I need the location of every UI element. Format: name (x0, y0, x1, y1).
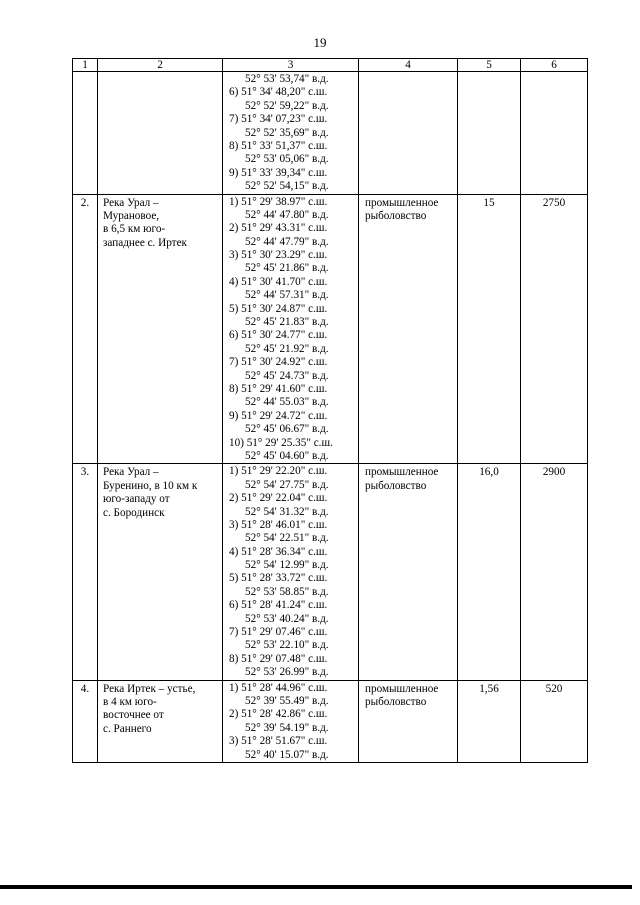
purpose-cell (359, 194, 458, 464)
coordinate-longitude: 52° 45' 21.92" в.д. (245, 342, 329, 355)
coordinate-latitude: 2) 51° 29' 43.31" с.ш. (229, 222, 328, 235)
coordinate-latitude: 8) 51° 29' 07.48" с.ш. (229, 652, 328, 665)
purpose-line: рыболовство (365, 479, 427, 492)
coordinate-latitude: 6) 51° 34' 48,20" с.ш. (229, 86, 328, 99)
site-name-line: Река Урал – (103, 196, 159, 209)
coordinate-latitude: 9) 51° 29' 24.72" с.ш. (229, 409, 328, 422)
coordinate-longitude: 52° 52' 59,22" в.д. (245, 99, 329, 112)
purpose-cell (359, 72, 458, 195)
coordinate-latitude: 5) 51° 30' 24.87" с.ш. (229, 302, 328, 315)
coordinate-latitude: 6) 51° 30' 24.77" с.ш. (229, 329, 328, 342)
coordinate-longitude: 52° 44' 47.80" в.д. (245, 208, 329, 221)
coordinate-latitude: 1) 51° 28' 44.96" с.ш. (229, 681, 328, 694)
coordinates-cell (223, 680, 359, 762)
purpose-line: рыболовство (365, 695, 427, 708)
coordinate-longitude: 52° 45' 24.73" в.д. (245, 369, 329, 382)
coordinate-latitude: 2) 51° 28' 42.86" с.ш. (229, 708, 328, 721)
coordinates-cell (223, 464, 359, 680)
coordinate-latitude: 7) 51° 29' 07.46" с.ш. (229, 626, 328, 639)
coordinate-latitude: 2) 51° 29' 22.04" с.ш. (229, 492, 328, 505)
coordinate-longitude: 52° 44' 57.31" в.д. (245, 289, 329, 302)
row-number (73, 72, 98, 195)
area-value: 16,0 (458, 464, 521, 680)
area-value (458, 72, 521, 195)
purpose-cell (359, 680, 458, 762)
coordinate-latitude: 6) 51° 28' 41.24" с.ш. (229, 599, 328, 612)
coordinate-longitude: 52° 45' 06.67" в.д. (245, 423, 329, 436)
coordinate-longitude: 52° 44' 55.03" в.д. (245, 396, 329, 409)
coordinate-longitude: 52° 39' 54.19" в.д. (245, 721, 329, 734)
site-name-line: юго-западу от (103, 493, 170, 506)
site-name-line: в 4 км юго- (103, 695, 157, 708)
coordinate-longitude: 52° 52' 54,15" в.д. (245, 180, 329, 193)
coordinate-longitude: 52° 45' 21.83" в.д. (245, 316, 329, 329)
site-name-line: восточнее от (103, 709, 164, 722)
coordinate-longitude: 52° 53' 05,06" в.д. (245, 153, 329, 166)
header-col-6: 6 (521, 59, 588, 72)
page-number: 19 (313, 35, 327, 50)
coordinate-longitude: 52° 53' 26.99" в.д. (245, 666, 329, 679)
coordinate-longitude: 52° 45' 04.60" в.д. (245, 449, 329, 462)
coordinate-latitude: 5) 51° 28' 33.72" с.ш. (229, 572, 328, 585)
coordinate-longitude: 52° 45' 21.86" в.д. (245, 262, 329, 275)
table-row (73, 464, 588, 680)
site-name-line: Мурановое, (103, 209, 160, 222)
site-name-line: Река Иртек – устье, (103, 682, 196, 695)
site-name-line: с. Бородинск (103, 506, 165, 519)
purpose-line: промышленное (365, 196, 439, 209)
header-col-2: 2 (98, 59, 223, 72)
bottom-rule (0, 885, 632, 889)
coordinate-longitude: 52° 54' 22.51" в.д. (245, 532, 329, 545)
coordinate-latitude: 1) 51° 29' 22.20" с.ш. (229, 465, 328, 478)
table-row (73, 194, 588, 464)
coordinate-longitude: 52° 53' 58.85" в.д. (245, 585, 329, 598)
coordinates-cell (223, 72, 359, 195)
site-name-cell (98, 464, 223, 680)
volume-value: 2750 (521, 194, 588, 464)
coordinate-longitude: 52° 52' 35,69" в.д. (245, 126, 329, 139)
purpose-line: промышленное (365, 466, 439, 479)
coordinate-longitude: 52° 53' 53,74" в.д. (245, 73, 329, 85)
header-col-1: 1 (73, 59, 98, 72)
purpose-line: промышленное (365, 682, 439, 695)
area-value: 15 (458, 194, 521, 464)
site-name-cell (98, 194, 223, 464)
row-number: 2. (73, 194, 98, 464)
coordinate-longitude: 52° 39' 55.49" в.д. (245, 694, 329, 707)
table-row (73, 680, 588, 762)
site-name-line: с. Раннего (103, 722, 152, 735)
volume-value: 2900 (521, 464, 588, 680)
row-number: 3. (73, 464, 98, 680)
coordinate-latitude: 9) 51° 33' 39,34" с.ш. (229, 166, 328, 179)
site-name-line: в 6,5 км юго- (103, 223, 166, 236)
header-col-3: 3 (223, 59, 359, 72)
coordinate-latitude: 10) 51° 29' 25.35" с.ш. (229, 436, 333, 449)
coordinate-longitude: 52° 54' 27.75" в.д. (245, 478, 329, 491)
coordinate-latitude: 7) 51° 30' 24.92" с.ш. (229, 356, 328, 369)
row-number: 4. (73, 680, 98, 762)
coordinate-latitude: 8) 51° 33' 51,37" с.ш. (229, 139, 328, 152)
coordinate-longitude: 52° 53' 22.10" в.д. (245, 639, 329, 652)
coordinate-longitude: 52° 44' 47.79" в.д. (245, 235, 329, 248)
coordinate-latitude: 3) 51° 30' 23.29" с.ш. (229, 249, 328, 262)
site-name-line: Буренино, в 10 км к (103, 479, 198, 492)
area-value: 1,56 (458, 680, 521, 762)
volume-value: 520 (521, 680, 588, 762)
site-name-cell (98, 680, 223, 762)
table-body (73, 72, 588, 763)
table-row (73, 72, 588, 195)
fishing-sites-table (72, 58, 588, 763)
coordinate-latitude: 4) 51° 28' 36.34" с.ш. (229, 545, 328, 558)
coordinates-cell (223, 194, 359, 464)
volume-value (521, 72, 588, 195)
coordinate-latitude: 4) 51° 30' 41.70" с.ш. (229, 275, 328, 288)
purpose-line: рыболовство (365, 209, 427, 222)
coordinate-latitude: 1) 51° 29' 38.97" с.ш. (229, 195, 328, 208)
table-header-row (73, 59, 588, 72)
coordinate-longitude: 52° 54' 31.32" в.д. (245, 505, 329, 518)
coordinate-latitude: 3) 51° 28' 51.67" с.ш. (229, 735, 328, 748)
site-name-line: западнее с. Иртек (103, 236, 187, 249)
coordinate-latitude: 7) 51° 34' 07,23" с.ш. (229, 113, 328, 126)
header-col-4: 4 (359, 59, 458, 72)
coordinate-latitude: 8) 51° 29' 41.60" с.ш. (229, 382, 328, 395)
coordinate-longitude: 52° 40' 15.07" в.д. (245, 748, 329, 761)
site-name-cell (98, 72, 223, 195)
coordinate-latitude: 3) 51° 28' 46.01" с.ш. (229, 518, 328, 531)
coordinate-longitude: 52° 54' 12.99" в.д. (245, 559, 329, 572)
site-name-line: Река Урал – (103, 466, 159, 479)
header-col-5: 5 (458, 59, 521, 72)
coordinate-longitude: 52° 53' 40.24" в.д. (245, 612, 329, 625)
purpose-cell (359, 464, 458, 680)
